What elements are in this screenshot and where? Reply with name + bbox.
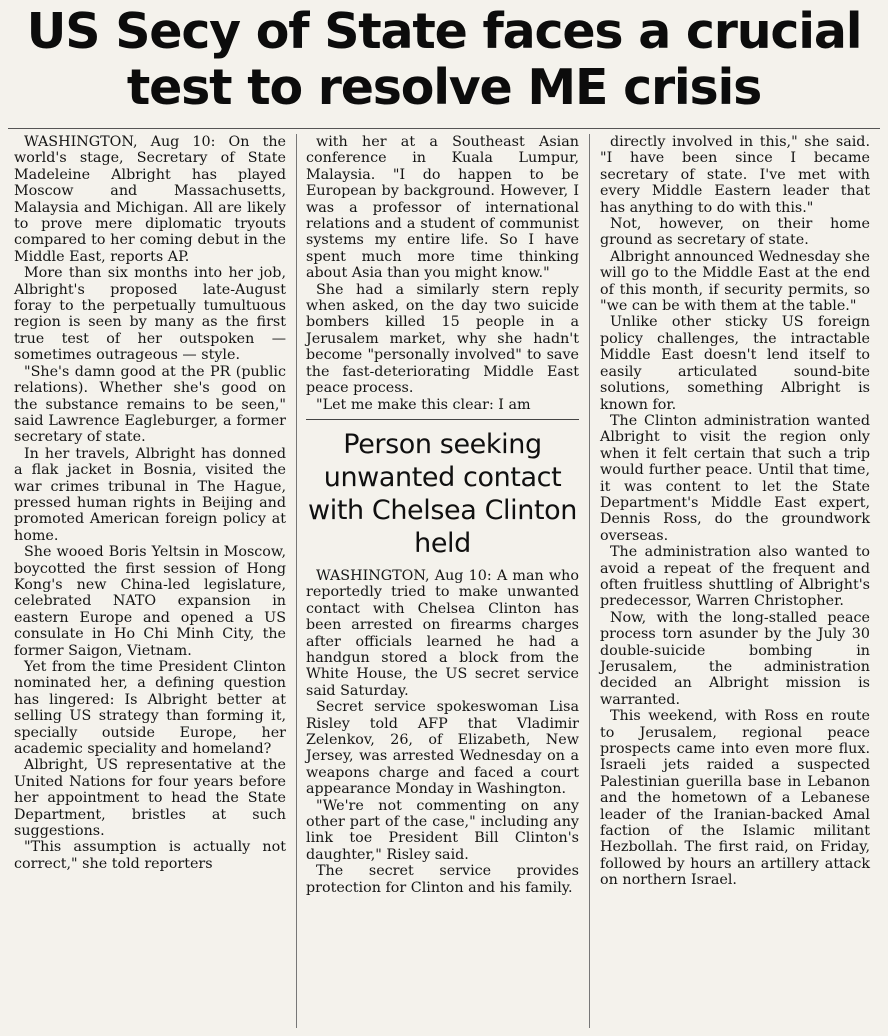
article-paragraph: She wooed Boris Yeltsin in Moscow, boycotted the first session of Hong Kong's new China-led legislature, celebrated NATO expansion in eastern Europe and opened a US consulate in Ho Chi Minh City, the former Saigon, Vietnam. [14,544,286,659]
article-paragraph: "Let me make this clear: I am [316,396,531,413]
sidebar-divider [306,419,579,420]
article-paragraph: She had a similarly stern reply when asked, on the day two suicide bombers killed 15 people in a Jerusalem market, why she hadn't become "personally involved" to save the fast-deteriorating Middle East peace process. [306,281,579,397]
sidebar-paragraph: "We're not commenting on any other part of the case," including any link toe President Bill Clinton's daughter," Risley said. [306,797,579,863]
article-paragraph: The Clinton administration wanted Albright to visit the region only when it felt certain that such a trip would further peace. Until that time, it was content to let the State Department's Middle East expert, Dennis Ross, do the groundwork overseas. [600,412,870,544]
article-paragraph: "This assumption is actually not correct," she told reporters [14,839,286,872]
article-paragraph: directly involved in this," she said. "I have been since I became secretary of state. I've met with every Middle Eastern leader that has anything to do with this." [600,134,870,216]
article-paragraph: Now, with the long-stalled peace process torn asunder by the July 30 double-suicide bombing in Jerusalem, the administration decided an Albright mission is warranted. [600,609,870,708]
article-paragraph: Not, however, on their home ground as secretary of state. [600,216,870,249]
article-paragraph: Yet from the time President Clinton nominated her, a defining question has lingered: Is Albright better at selling US strategy than forming it, specially outside Europe, her academic speciality and homeland? [14,659,286,758]
article-paragraph: with her at a Southeast Asian conference in Kuala Lumpur, Malaysia. "I do happen to be European by background. However, I was a professor of international relations and a student of communist systems my entire life. So I have spent much more time thinking about Asia than you might know." [306,134,579,282]
sidebar-headline: Person seeking unwanted contact with Chelsea Clinton held [308,428,577,559]
column-divider [296,134,297,1028]
article-paragraph: "She's damn good at the PR (public relations). Whether she's good on the substance remains to be seen," said Lawrence Eagleburger, a former secretary of state. [14,363,286,446]
article-paragraph: Albright, US representative at the United Nations for four years before her appointment to head the State Department, bristles at such suggestions. [14,757,286,840]
column-divider [589,134,590,1028]
article-column-3 [600,134,870,889]
article-paragraph: In her travels, Albright has donned a flak jacket in Bosnia, visited the war crimes tribunal in The Hague, pressed human rights in Beijing and promoted American foreign policy at home. [14,445,286,544]
article-paragraph: Unlike other sticky US foreign policy challenges, the intractable Middle East doesn't lend itself to easily articulated sound-bite solutions, something Albright is known for. [600,314,870,413]
sidebar-paragraph: WASHINGTON, Aug 10: A man who reportedly tried to make unwanted contact with Chelsea Clinton has been arrested on firearms charges after officials learned he had a handgun stored a block from the White House, the US secret service said Saturday. [306,567,579,699]
sidebar-paragraph: The secret service provides protection for Clinton and his family. [306,863,579,896]
article-column-1 [14,134,286,872]
headline-rule [8,128,880,129]
article-paragraph: This weekend, with Ross en route to Jerusalem, regional peace prospects came into even more flux. Israeli jets raided a suspected Palestinian guerilla base in Lebanon and the hometown of a Lebanese leader of the Iranian-backed Amal faction of the Islamic militant Hezbollah. The first raid, on Friday, followed by hours an artillery attack on northern Israel. [600,708,870,889]
article-paragraph: WASHINGTON, Aug 10: On the world's stage, Secretary of State Madeleine Albright has played Moscow and Massachusetts, Malaysia and Michigan. All are likely to prove mere diplomatic tryouts compared to her coming debut in the Middle East, reports AP. [14,134,286,265]
headline [0,4,888,116]
article-paragraph: More than six months into her job, Albright's proposed late-August foray to the perpetually tumultuous region is seen by many as the first true test of her outspoken — sometimes outrageous — style. [14,265,286,364]
article-column-2 [306,134,579,896]
sidebar-paragraph: Secret service spokeswoman Lisa Risley told AFP that Vladimir Zelenkov, 26, of Elizabeth, New Jersey, was arrested Wednesday on a weapons charge and faced a court appearance Monday in Washington. [306,699,579,798]
article-paragraph: Albright announced Wednesday she will go to the Middle East at the end of this month, if security permits, so "we can be with them at the table." [600,248,870,315]
headline-line-2: test to resolve ME crisis [126,59,762,116]
article-paragraph: The administration also wanted to avoid a repeat of the frequent and often fruitless shuttling of Albright's predecessor, Warren Christopher. [600,544,870,610]
headline-line-1: US Secy of State faces a crucial [26,3,862,60]
